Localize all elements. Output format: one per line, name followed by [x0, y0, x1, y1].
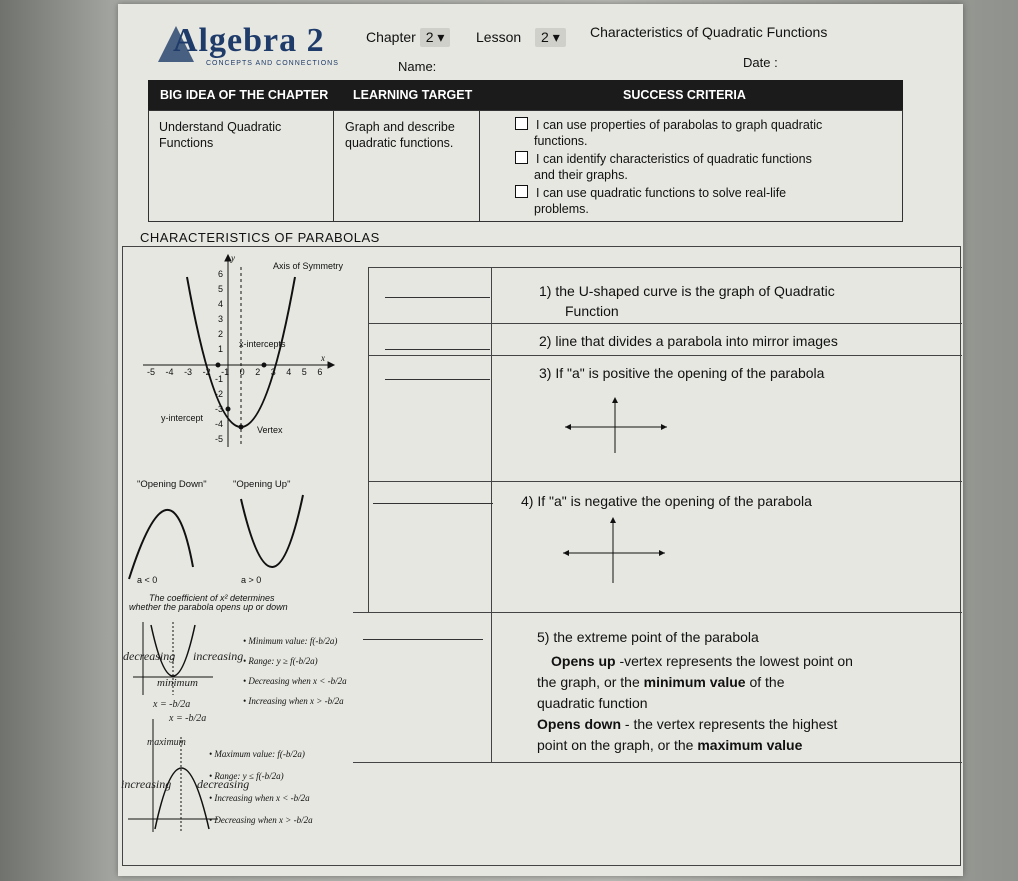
divider: [368, 267, 962, 268]
learning-target-cell: [345, 119, 455, 151]
chapter-field[interactable]: [366, 28, 450, 47]
row-5-line: [537, 735, 957, 756]
y-axis-label: y: [231, 253, 235, 263]
big-idea-cell: [159, 119, 281, 151]
minimum-hand: minimum: [157, 677, 198, 689]
x-tick: 0: [239, 367, 245, 377]
answer-blank-1[interactable]: [385, 297, 490, 298]
max-bullet: • Range: y ≤ f(-b/2a): [209, 771, 284, 781]
x-tick: -3: [184, 367, 193, 377]
row-5-fragment: - the vertex represents the highest: [621, 716, 838, 732]
band-success-criteria: SUCCESS CRITERIA: [623, 88, 746, 102]
band-big-idea: BIG IDEA OF THE CHAPTER: [160, 88, 329, 102]
row-5-title: 5) the extreme point of the parabola: [537, 629, 759, 645]
divider: [368, 267, 369, 612]
decreasing-hand: decreasing: [197, 777, 250, 791]
row-5-line: [537, 714, 957, 735]
lesson-field[interactable]: [476, 28, 566, 47]
maximum-hand: maximum: [147, 737, 186, 748]
logo-subtitle: CONCEPTS AND CONNECTIONS: [206, 60, 339, 67]
min-axis-hand: x = -b/2a: [153, 699, 191, 710]
row-5-emphasis: Opens down: [537, 716, 621, 732]
answer-axes-3[interactable]: [563, 395, 673, 455]
criteria-item: [515, 117, 895, 133]
row-5-line: [537, 672, 957, 693]
min-bullets: [243, 631, 347, 711]
logo-title: Algebra 2: [173, 22, 325, 59]
x-tick: -1: [221, 367, 230, 377]
opening-diagrams: [123, 487, 343, 587]
answer-blank-2[interactable]: [385, 349, 490, 350]
opening-down-label: "Opening Down": [137, 479, 207, 490]
increasing-hand: increasing: [193, 649, 244, 663]
y-tick: -2: [215, 389, 224, 399]
row-5-emphasis: Opens up: [551, 653, 616, 669]
criteria-item: [515, 185, 895, 201]
row-1-text: [539, 281, 949, 321]
divider: [333, 111, 334, 221]
min-bullet: • Decreasing when x < -b/2a: [243, 676, 347, 686]
answer-blank-5[interactable]: [363, 639, 483, 640]
max-axis-hand: x = -b/2a: [169, 713, 207, 724]
chevron-down-icon: ▾: [437, 29, 445, 45]
chapter-dropdown[interactable]: [420, 28, 451, 47]
row-5-body: [537, 651, 957, 756]
checkbox[interactable]: [515, 117, 528, 130]
learning-target-line: quadratic functions.: [345, 136, 454, 150]
min-bullet: • Minimum value: f(-b/2a): [243, 636, 338, 646]
row-5-fragment: of the: [745, 674, 785, 690]
x-tick: 2: [255, 367, 261, 377]
divider: [479, 111, 480, 221]
y-tick: 2: [218, 329, 224, 339]
chevron-down-icon: ▾: [552, 29, 560, 45]
page-title: Characteristics of Quadratic Functions: [590, 24, 828, 40]
name-label: Name:: [398, 59, 437, 74]
x-tick: 5: [301, 367, 307, 377]
x-tick: -4: [165, 367, 174, 377]
row-2-text: 2) line that divides a parabola into mirror images: [539, 333, 838, 349]
max-bullet: • Increasing when x < -b/2a: [209, 793, 310, 803]
characteristics-box: [122, 246, 961, 866]
worksheet-page: [118, 4, 963, 876]
x-tick-labels: [147, 367, 322, 377]
y-tick: -1: [215, 374, 224, 384]
row-5-fragment: the graph, or the: [537, 674, 644, 690]
x-tick: 4: [286, 367, 292, 377]
row-5-fragment: -vertex represents the lowest point on: [615, 653, 853, 669]
lesson-label: Lesson: [476, 29, 522, 45]
x-axis-label: x: [321, 353, 325, 363]
divider: [491, 267, 492, 612]
y-tick: 3: [218, 314, 224, 324]
checkbox[interactable]: [515, 151, 528, 164]
divider: [368, 355, 962, 356]
axis-of-symmetry-label: Axis of Symmetry: [273, 261, 344, 271]
divider: [353, 762, 962, 763]
y-tick: -4: [215, 419, 224, 429]
row-3-text: 3) If "a" is positive the opening of the parabola: [539, 365, 825, 381]
opening-down-curve: [129, 510, 193, 579]
x-intercepts-label: x-intercepts: [239, 339, 286, 349]
big-idea-line: Understand Quadratic: [159, 120, 282, 134]
row-1-line: Function: [565, 303, 619, 319]
increasing-hand: increasing: [121, 777, 172, 791]
answer-blank-4[interactable]: [373, 503, 493, 504]
lesson-value: 2: [541, 29, 549, 45]
x-tick: 6: [317, 367, 323, 377]
band-learning-target: LEARNING TARGET: [353, 88, 473, 102]
y-tick: 6: [218, 269, 224, 279]
criteria-text: functions.: [534, 134, 588, 148]
checkbox[interactable]: [515, 185, 528, 198]
vertex-label: Vertex: [257, 425, 283, 435]
y-intercept-label: y-intercept: [161, 413, 204, 423]
criteria-text: and their graphs.: [534, 168, 628, 182]
chapter-label: Chapter: [366, 29, 416, 45]
y-tick: 5: [218, 284, 224, 294]
x-tick: -5: [147, 367, 156, 377]
answer-blank-3[interactable]: [385, 379, 490, 380]
max-bullet: • Decreasing when x > -b/2a: [209, 815, 313, 825]
decreasing-hand: decreasing: [123, 649, 176, 663]
criteria-text: problems.: [534, 202, 589, 216]
a-positive-label: a > 0: [241, 575, 262, 585]
x-tick: 3: [270, 367, 276, 377]
min-bullet: • Range: y ≥ f(-b/2a): [243, 656, 318, 666]
divider: [368, 481, 962, 482]
opening-up-curve: [241, 495, 303, 567]
min-bullet: • Increasing when x > -b/2a: [243, 696, 344, 706]
big-idea-line: Functions: [159, 136, 214, 150]
y-tick: -3: [215, 404, 224, 414]
row-5-emphasis: maximum value: [697, 737, 803, 753]
a-negative-label: a < 0: [137, 575, 158, 585]
y-tick: 1: [218, 344, 224, 354]
objectives-table: [148, 110, 903, 222]
coefficient-caption-2: whether the parabola opens up or down: [129, 602, 288, 612]
y-tick: -5: [215, 434, 224, 444]
header-band: [148, 80, 903, 110]
criteria-text: I can use properties of parabolas to graph quadratic: [536, 118, 823, 132]
divider: [353, 612, 962, 613]
row-5-fragment: point on the graph, or the: [537, 737, 698, 753]
criteria-text: I can identify characteristics of quadratic functions: [536, 152, 812, 166]
divider: [368, 323, 962, 324]
learning-target-line: Graph and describe: [345, 120, 455, 134]
row-5-line: quadratic function: [537, 695, 648, 711]
answer-axes-4[interactable]: [561, 515, 671, 585]
criteria-text: I can use quadratic functions to solve real-life: [536, 186, 787, 200]
max-bullets: [209, 743, 313, 831]
row-5-emphasis: minimum value: [643, 674, 746, 690]
x-tick: -2: [202, 367, 211, 377]
row-4-text: 4) If "a" is negative the opening of the parabola: [521, 493, 812, 509]
max-bullet: • Maximum value: f(-b/2a): [209, 749, 305, 759]
row-1-line: 1) the U-shaped curve is the graph of Quadratic: [539, 283, 835, 299]
criteria-item: [515, 151, 895, 167]
date-label: Date :: [743, 55, 778, 70]
row-5-line: [537, 651, 957, 672]
lesson-dropdown[interactable]: [535, 28, 566, 47]
opening-up-label: "Opening Up": [233, 479, 291, 490]
section-title: CHARACTERISTICS OF PARABOLAS: [140, 230, 380, 245]
success-criteria-cell: [515, 117, 895, 217]
y-tick-labels: [215, 267, 223, 447]
y-tick: 4: [218, 299, 224, 309]
coefficient-caption-1: The coefficient of x² determines: [149, 593, 275, 603]
divider: [491, 612, 492, 762]
chapter-value: 2: [425, 29, 434, 45]
